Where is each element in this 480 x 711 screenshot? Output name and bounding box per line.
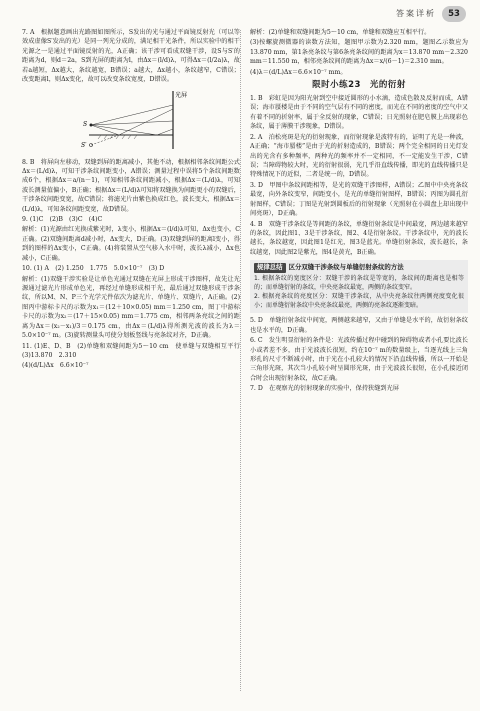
analysis-11-3: (3)按螺旋测微器的读数方法知，题图甲示数为2.320 mm，题图乙示数应为13.870 mm，第1条亮条纹与第6条亮条纹间的距离为x＝13.870 mm－2.320 mm＝11.550 m，相邻亮条纹间的距离为Δx＝x/(6－1)＝2.310 mm。	[250, 39, 468, 66]
summary-item-2: 2. 根据亮条纹的亮度区分：双缝干涉条纹，从中央亮条纹往两侧亮度变化很小；而单缝衍射条纹中央亮条纹最亮，两侧的亮条纹逐渐变暗。	[254, 293, 464, 310]
answer-d1: 1. B 彩虹是因为阳光射到空中接近圆形的小水滴，造成色散及反射而成，A错误；海市蜃楼是由于不同的空气层有不同的密度，而光在不同的密度的空气中又有着不同的折射率，属于全反射的现象，C错误；日光照射在肥皂膜上出现彩色条纹，属于薄膜干涉现象，D错误。	[250, 95, 468, 131]
summary-title: 区分双缝干涉条纹与单缝衍射条纹的方法	[288, 263, 404, 272]
screen-label: 光屏	[175, 91, 188, 99]
ray-5	[91, 125, 157, 135]
answer-d4: 4. B 双缝干涉条纹是等间距的条纹，单缝衍射条纹是中间最宽，两边越来越窄的条纹，因此图1、3是干涉条纹，图2、4是衍射条纹。干涉条纹中，光的波长越长，条纹越宽，因此图1是红光，图3是蓝光。单缝衍射条纹，波长越长，条纹越宽，因此图2是紫光，图4是黄光，B正确。	[250, 220, 468, 256]
answer-d7: 7. D 在观察光的衍射现象的实验中，保持狭缝到光屏	[250, 385, 399, 393]
ray-4	[119, 109, 173, 135]
answer-11: 11. (1)E、D、B (2)单缝和双缝间距为5～10 cm 使单缝与双缝相互平行 (3)13.870 2.310	[22, 342, 247, 359]
ray-6	[157, 129, 173, 135]
answer-d6: 6. C 发生明显衍射的条件是：光波传播过程中碰到的障碍物或者小孔要比波长小或者差不多，由于光波波长很短，约在10⁻⁷ m的数量级上，当逐光线上三角形孔的尺寸不断减小时，由于光在小孔较大的情况下沿直线传播，所以一开始是三角形光斑，其次当小孔较小时呈圆形光斑，由于光波波长很短，在小孔接近闭合时会出现衍射条纹，故C正确。	[250, 337, 468, 382]
left-column	[22, 28, 247, 372]
answer-10-analysis: 解析：(1)双缝干涉实验是让单色光通过双缝在光屏上形成干涉图样，故先让光源通过滤光片形成单色光，再经过单缝形成相干光，最后通过双缝形成干涉条纹，所以M、N、P三个光学元件依次为滤光片、单缝片、双缝片，A正确。(2)图丙中游标卡尺的示数为x₁＝(12＋10×0.05) mm＝1.250 cm，图丁中游标卡尺的示数为x₂＝(17＋15×0.05) mm＝1.775 cm，相邻两条亮纹之间的距离为Δx＝(x₂－x₁)/3＝0.175 cm，由Δx＝(L/d)λ得所测光波的波长为λ＝5.0×10⁻⁷ m。(3)旋转测量头可使分划板竖线与亮条纹对齐，D正确。	[22, 275, 240, 340]
virtual-ray	[91, 135, 119, 145]
header-label: 答案详析	[396, 9, 436, 18]
page-number: 53	[442, 6, 466, 22]
right-column	[250, 28, 468, 395]
section-title: 限时小练23 光的衍射	[312, 80, 406, 91]
answer-11-part4: (4)(d/L)Δx 6.6×10⁻⁷	[22, 362, 89, 370]
summary-heading	[254, 263, 464, 273]
summary-tag: 规律总结	[254, 263, 286, 273]
answer-d3: 3. D 甲图中条纹间距相等，是光的双缝干涉图样，A错误；乙图中中央亮条纹最宽，向外条纹变窄，间距变小，是光的单缝衍射图样，B错误；丙图为圆孔衍射图样，C错误；丁图是光射到圆板后的衍射现象（光照射在小圆盘上却出现中间亮斑），D正确。	[250, 181, 468, 218]
answer-9-analysis: 解析：(1)光源由红光换成紫光时，λ变小，根据Δx＝(l/d)λ可知，Δx也变小，C正确。(2)双缝间距离d减小时，Δx变大，D正确。(3)双缝到屏的距离l变小，得到的图样的Δx变小，C正确。(4)将装置从空气移入水中时，波长λ减小，Δx也减小，C正确。	[22, 226, 240, 262]
answer-8: 8. B 将屏向左移动，双缝到屏的距离减小，其他不动，根据相邻条纹间距公式Δx＝(L/d)λ，可知干涉条纹间距变小，A错误；测量过程中误将5个条纹间距数成6个，根据Δx＝a/(n－1)，可知相邻条纹间距减小，根据Δx＝(L/d)λ，可知波长测量值偏小，B正确；根据Δx＝(L/d)λ可知将双缝换为间距更小的双缝后，干涉条纹间距变宽，故C错误；将滤光片由紫色换成红色，波长变大，根据Δx＝(L/d)λ，可知条纹间距变宽，故D错误。	[22, 158, 240, 213]
summary-item-1: 1. 根据条纹的宽度区分：双缝干涉的条纹是等宽的，条纹间的距离也是相等的；而单缝衍射的条纹，中央亮条纹最宽，两侧的条纹变窄。	[254, 274, 464, 292]
column-divider	[240, 30, 241, 691]
analysis-11-2: 解析：(2)单缝和双缝间距为5～10 cm，单缝和双缝应互相平行。	[250, 29, 431, 36]
s-prime-label: S′	[81, 141, 87, 149]
page-header	[0, 6, 480, 24]
analysis-11-4: (4)λ＝(d/L)Δx＝6.6×10⁻⁷ mm。	[250, 68, 347, 76]
answer-9: 9. (1)C (2)B (3)C (4)C	[22, 216, 103, 224]
rule-summary-box	[250, 260, 468, 313]
lloyd-mirror-figure	[61, 87, 201, 155]
ray-3	[91, 125, 119, 135]
mirror-diagram	[22, 87, 240, 155]
ray-2	[91, 121, 173, 125]
answer-7: 7. A 根据题意画出光路图如图所示，S发出的光与通过平面镜反射光（可以等效成虚像S′发出的光）是同一列光分成的，满足相干光条件，所以实验中的相干光源之一是通过平面镜反射的光，A正确；该干涉可看成双缝干涉，设S与S′的距离为d，则d＝2a，S到光屏的距离为l，由Δx＝(l/d)λ，可得Δx＝(l/2a)λ，故若a越短，Δx越大，条纹越宽，B错误；a越大，Δx越小，条纹越窄，C错误；改变距离l，则Δx变化，故可以改变条纹宽度，D错误。	[22, 29, 240, 84]
answer-d2: 2. A 泊松亮斑是光的衍射现象，而衍射现象是波特有的，证明了光是一种波，A正确；“海市蜃楼”是由于光的折射造成的，B错误；两个完全相同的日光灯发出的光含有多种频率，两种光的频率并不一定相同，不一定能发生干涉，C错误；当障碍物较大时，光的衍射很弱，光几乎沿直线传播，即光的直线传播只是特殊情况下的近似，二者是统一的，D错误。	[250, 133, 468, 179]
answer-10: 10. (1) A (2) 1.250 1.775 5.0×10⁻⁷ (3) D	[22, 265, 165, 273]
s-label: S	[83, 120, 88, 128]
answer-d5: 5. D 单缝衍射条纹中间宽，两侧越来越窄，又由于单缝是水平的，故衍射条纹也是水平的，D正确。	[250, 317, 468, 334]
